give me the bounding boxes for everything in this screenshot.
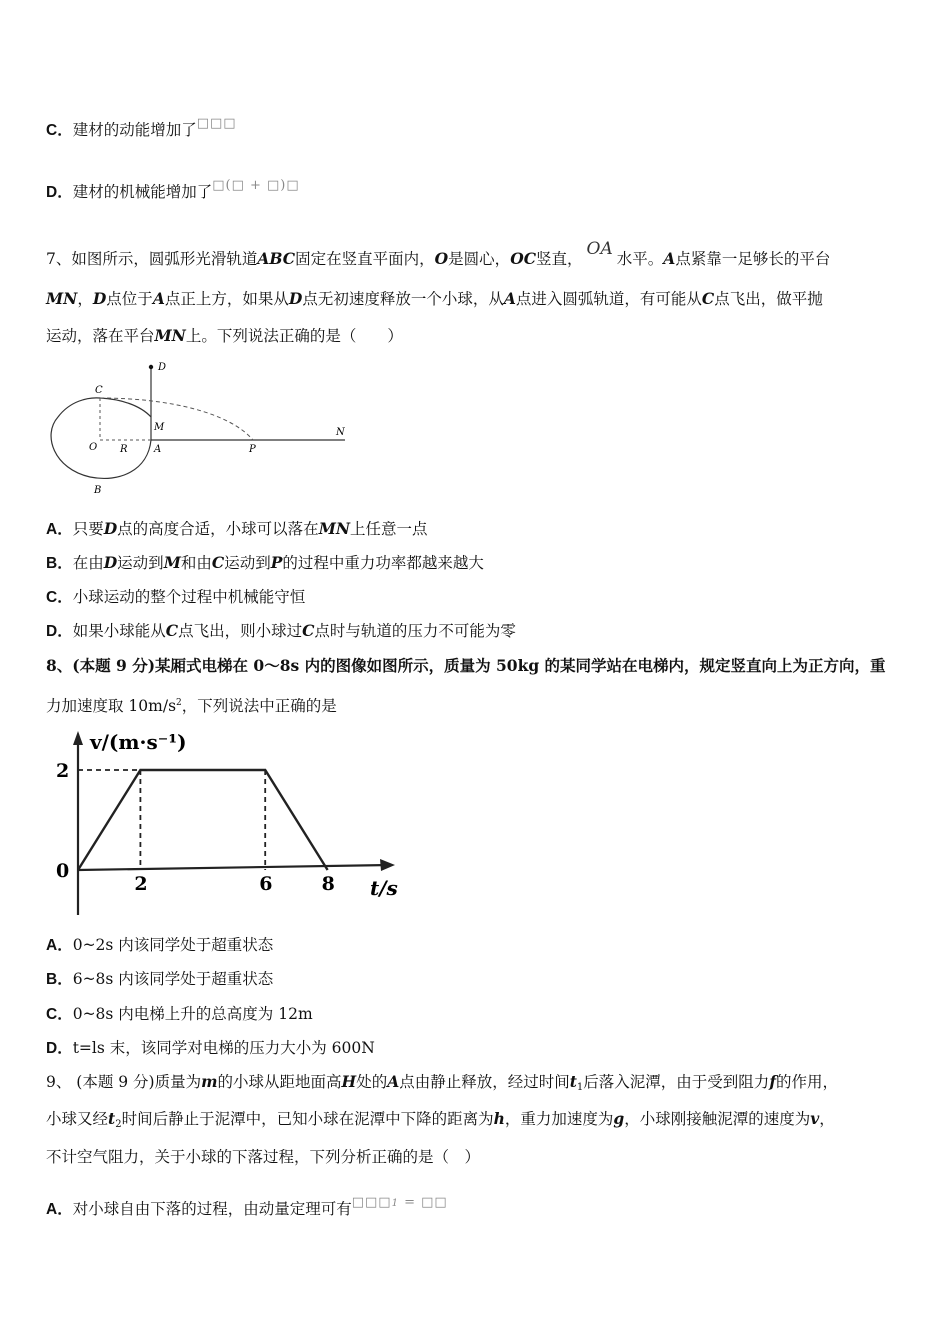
var: A: [152, 289, 165, 308]
option-label: C．: [46, 122, 73, 139]
text: t=ls 末，该同学对电梯的压力大小为 600N: [72, 1039, 375, 1057]
label-r: R: [120, 444, 128, 455]
var: OC: [510, 249, 537, 268]
var: D: [288, 289, 303, 308]
text: 点时与轨道的压力不可能为零: [314, 622, 516, 640]
var: f: [769, 1072, 776, 1091]
q8-option-d: [46, 1038, 375, 1059]
q9-stem-line3: [46, 1147, 480, 1167]
text: 运动，落在平台: [46, 327, 155, 345]
q8-vt-chart: [45, 725, 405, 920]
point-d: [149, 365, 153, 369]
text: 只要: [72, 520, 104, 538]
text: ，: [77, 290, 93, 308]
var: D: [92, 289, 107, 308]
var: O: [434, 249, 449, 268]
formula-subscript: 1: [391, 1198, 399, 1209]
superscript: 2: [176, 698, 182, 708]
text: 点的高度合适，小球可以落在: [117, 520, 319, 538]
var: A: [503, 289, 516, 308]
prev-option-c: [46, 114, 237, 141]
q7-option-a: [46, 519, 428, 540]
label-a: A: [154, 444, 162, 455]
formula-placeholder: = □□: [398, 1195, 448, 1210]
var: ABC: [257, 249, 296, 268]
option-label: B．: [46, 555, 73, 572]
text: 力加速度取 10m/s: [46, 697, 177, 716]
label-c: C: [95, 385, 103, 396]
q7-option-d: [46, 621, 516, 642]
text: 9、 (本题 9 分)质量为: [46, 1073, 202, 1091]
text: 的作用，: [775, 1073, 838, 1091]
arc-track-upper: [100, 398, 151, 417]
var: D: [103, 553, 118, 572]
text: 点位于: [106, 290, 153, 308]
x-tick-label: 2: [134, 873, 148, 895]
var: m: [201, 1072, 218, 1091]
prev-option-d: [46, 176, 300, 203]
var: t: [108, 1109, 116, 1128]
text: 点无初速度释放一个小球，从: [302, 290, 504, 308]
text: 点紧靠一足够长的平台: [675, 250, 831, 268]
text: 对小球自由下落的过程，由动量定理可有: [72, 1200, 352, 1218]
text: 后落入泥潭，由于受到阻力: [583, 1073, 770, 1091]
y-axis-label: v/(m·s⁻¹): [90, 730, 187, 754]
x-axis: [78, 865, 390, 870]
y-tick-label: 0: [56, 860, 70, 882]
var: h: [493, 1109, 505, 1128]
formula-placeholder: □(□ + □)□: [212, 178, 300, 193]
trajectory-dashed: [100, 398, 253, 440]
label-o: O: [89, 442, 98, 453]
formula-oa: OA: [586, 239, 613, 259]
option-text: 建材的机械能增加了: [72, 183, 213, 201]
x-tick-label: 6: [259, 873, 273, 895]
text: 6~8s 内该同学处于超重状态: [72, 970, 274, 988]
formula-placeholder: □□□: [351, 1195, 392, 1210]
var: C: [211, 553, 225, 572]
option-label: A．: [46, 937, 73, 954]
text: 固定在竖直平面内，: [295, 250, 435, 268]
var: MN: [318, 519, 351, 538]
option-label: D．: [46, 184, 73, 201]
text: 处的: [356, 1073, 388, 1091]
text: 时间后静止于泥潭中，已知小球在泥潭中下降的距离为: [121, 1110, 494, 1128]
text: 是圆心，: [448, 250, 511, 268]
text: 0~8s 内电梯上升的总高度为 12m: [72, 1005, 313, 1023]
text: 水平。: [616, 250, 664, 268]
subscript: 2: [115, 1119, 122, 1130]
text: 8、(本题 9 分)某厢式电梯在 0～8s 内的图像如图所示，质量为 50kg 的某同学站在电梯内，规定竖直向上为正方向，重: [46, 656, 886, 675]
option-label: C．: [46, 1006, 73, 1023]
q7-option-b: [46, 553, 484, 574]
option-label: B．: [46, 971, 73, 988]
q9-stem-line1: [46, 1072, 838, 1098]
var: C: [701, 289, 715, 308]
text: 小球又经: [46, 1110, 109, 1128]
var: MN: [154, 326, 186, 345]
label-d: D: [158, 362, 167, 373]
text: ，小球刚接触泥潭的速度为: [624, 1110, 811, 1128]
text: 点飞出，则小球过: [178, 622, 303, 640]
label-p: P: [249, 444, 256, 455]
text: 点由静止释放，经过时间: [399, 1073, 570, 1091]
var: A: [387, 1072, 400, 1091]
label-b: B: [94, 485, 102, 496]
var: t: [569, 1072, 577, 1091]
var: C: [302, 621, 315, 640]
y-axis-arrow: [73, 731, 83, 745]
text: 的过程中重力功率都越来越大: [282, 554, 484, 572]
x-axis-label: t/s: [370, 876, 398, 900]
var: P: [270, 553, 283, 572]
q8-stem-line2: [46, 693, 337, 716]
q7-stem-line3: [46, 326, 403, 346]
var: H: [341, 1072, 357, 1091]
var: MN: [46, 289, 78, 308]
var: A: [663, 249, 676, 268]
label-n: N: [336, 427, 345, 438]
option-text: 建材的动能增加了: [72, 121, 197, 139]
text: 不计空气阻力，关于小球的下落过程，下列分析正确的是（ ）: [46, 1148, 481, 1166]
q8-option-c: [46, 1004, 313, 1025]
text: 的小球从距地面高: [217, 1073, 342, 1091]
var: v: [810, 1109, 820, 1128]
option-label: A．: [46, 1201, 73, 1218]
y-tick-label: 2: [56, 760, 70, 782]
formula-placeholder: □□□: [196, 116, 237, 131]
q7-stem-line2: [46, 289, 823, 309]
var: g: [613, 1109, 625, 1128]
q7-option-c: [46, 587, 305, 608]
x-tick-label: 8: [321, 873, 335, 895]
q8-option-a: [46, 935, 273, 956]
text: 和由: [180, 554, 212, 572]
q8-stem-line1: [46, 656, 886, 676]
var: M: [163, 553, 181, 572]
text: 如果小球能从: [72, 622, 166, 640]
x-axis-arrow: [380, 859, 395, 871]
option-label: D．: [46, 1040, 73, 1057]
q9-option-a: [46, 1193, 448, 1220]
text: ，: [819, 1110, 835, 1128]
vt-series-line: [78, 770, 328, 870]
var: C: [165, 621, 179, 640]
q9-stem-line2: [46, 1109, 835, 1135]
option-label: A．: [46, 521, 73, 538]
text: 点正上方，如果从: [164, 290, 289, 308]
text: 在由: [72, 554, 104, 572]
q7-stem-line1: [46, 239, 830, 269]
text: 竖直，: [536, 250, 583, 268]
text: 上。下列说法正确的是（ ）: [185, 327, 403, 345]
text: 7、如图所示，圆弧形光滑轨道: [46, 250, 258, 268]
text: 运动到: [117, 554, 164, 572]
q7-track-figure: [40, 355, 360, 505]
text: 点飞出，做平抛: [714, 290, 823, 308]
text: 0~2s 内该同学处于超重状态: [72, 936, 274, 954]
text: 上任意一点: [350, 520, 428, 538]
option-label: D．: [46, 623, 73, 640]
text: 小球运动的整个过程中机械能守恒: [72, 588, 306, 606]
label-m: M: [154, 422, 165, 433]
q8-option-b: [46, 969, 273, 990]
option-label: C．: [46, 589, 73, 606]
text: 运动到: [224, 554, 271, 572]
subscript: 1: [576, 1082, 584, 1093]
arc-track: [51, 398, 151, 479]
var: D: [103, 519, 118, 538]
text: 点进入圆弧轨道，有可能从: [515, 290, 702, 308]
text: ，下列说法中正确的是: [181, 697, 337, 716]
text: ，重力加速度为: [504, 1110, 614, 1128]
